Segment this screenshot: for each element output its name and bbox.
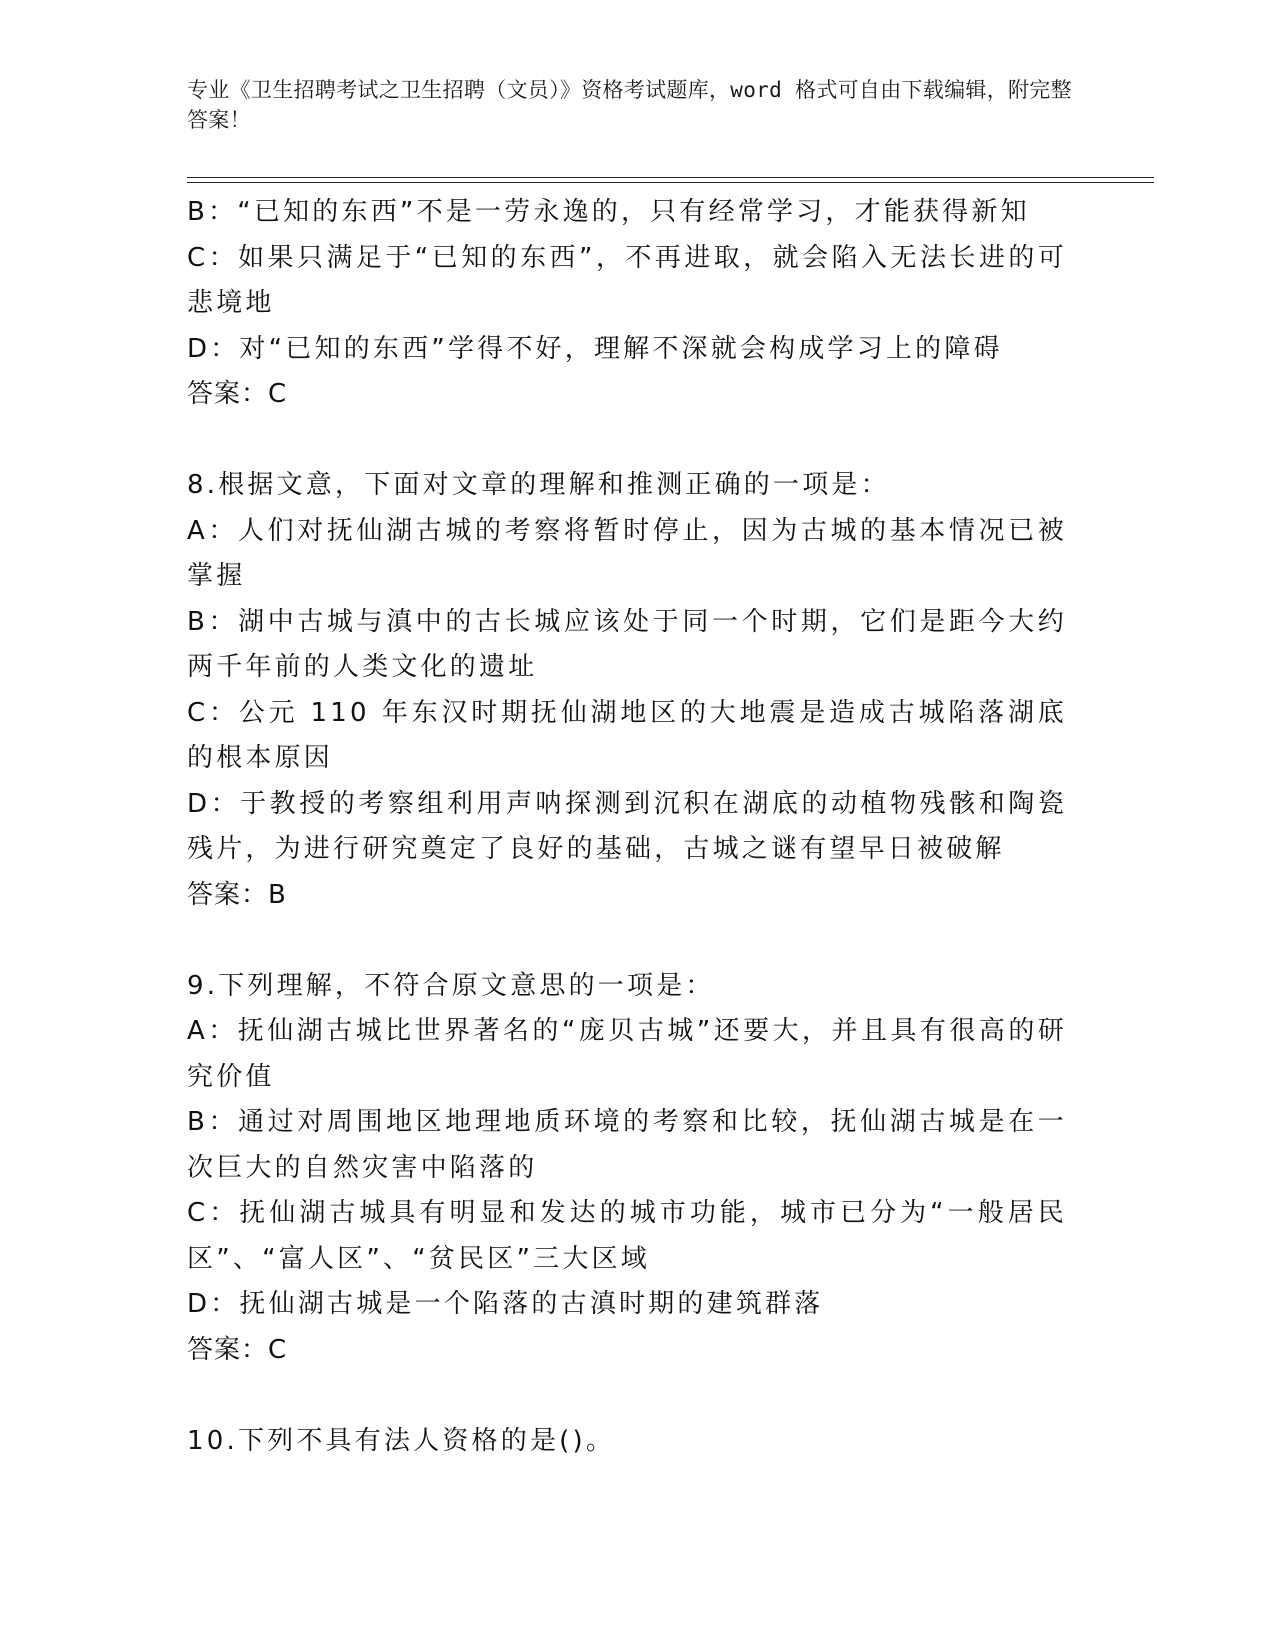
option-c: C：公元 110 年东汉时期抚仙湖地区的大地震是造成古城陷落湖底的根本原因 xyxy=(187,697,1067,773)
answer-line: 答案：C xyxy=(187,1334,288,1365)
header-divider-bottom xyxy=(187,182,1154,183)
option-c: C：抚仙湖古城具有明显和发达的城市功能，城市已分为“一般居民区”、“富人区”、“贫民区”三大区域 xyxy=(187,1198,1067,1274)
spacer xyxy=(187,418,1067,464)
question-stem: 10.下列不具有法人资格的是()。 xyxy=(187,1425,616,1456)
spacer xyxy=(187,918,1067,964)
option-d: D：对“已知的东西”学得不好，理解不深就会构成学习上的障碍 xyxy=(187,333,1003,364)
answer-line: 答案：C xyxy=(187,379,288,409)
document-header xyxy=(187,75,1087,135)
header-title: 专业《卫生招聘考试之卫生招聘（文员）》资格考试题库，word 格式可自由下载编辑，附完整答案！ xyxy=(187,78,1072,132)
question-stem: 9.下列理解，不符合原文意思的一项是： xyxy=(187,970,715,1001)
header-divider-top xyxy=(187,177,1154,178)
question-stem: 8.根据文意，下面对文章的理解和推测正确的一项是： xyxy=(187,470,890,500)
option-b: B：通过对周围地区地理地质环境的考察和比较，抚仙湖古城是在一次巨大的自然灾害中陷落的 xyxy=(187,1107,1067,1183)
option-b: B：“已知的东西”不是一劳永逸的，只有经常学习，才能获得新知 xyxy=(187,197,1030,227)
option-a: A：抚仙湖古城比世界著名的“庞贝古城”还要大，并且具有很高的研究价值 xyxy=(187,1016,1067,1092)
option-b: B：湖中古城与滇中的古长城应该处于同一个时期，它们是距今大约两千年前的人类文化的遗址 xyxy=(187,606,1067,682)
question-content xyxy=(187,190,1067,1464)
answer-line: 答案：B xyxy=(187,879,287,910)
option-d: D：于教授的考察组利用声呐探测到沉积在湖底的动植物残骸和陶瓷残片，为进行研究奠定了良好的基础，古城之谜有望早日被破解 xyxy=(187,788,1067,864)
spacer xyxy=(187,1373,1067,1419)
option-c: C：如果只满足于“已知的东西”，不再进取，就会陷入无法长进的可悲境地 xyxy=(187,242,1067,318)
option-a: A：人们对抚仙湖古城的考察将暂时停止，因为古城的基本情况已被掌握 xyxy=(187,515,1067,591)
option-d: D：抚仙湖古城是一个陷落的古滇时期的建筑群落 xyxy=(187,1289,824,1319)
